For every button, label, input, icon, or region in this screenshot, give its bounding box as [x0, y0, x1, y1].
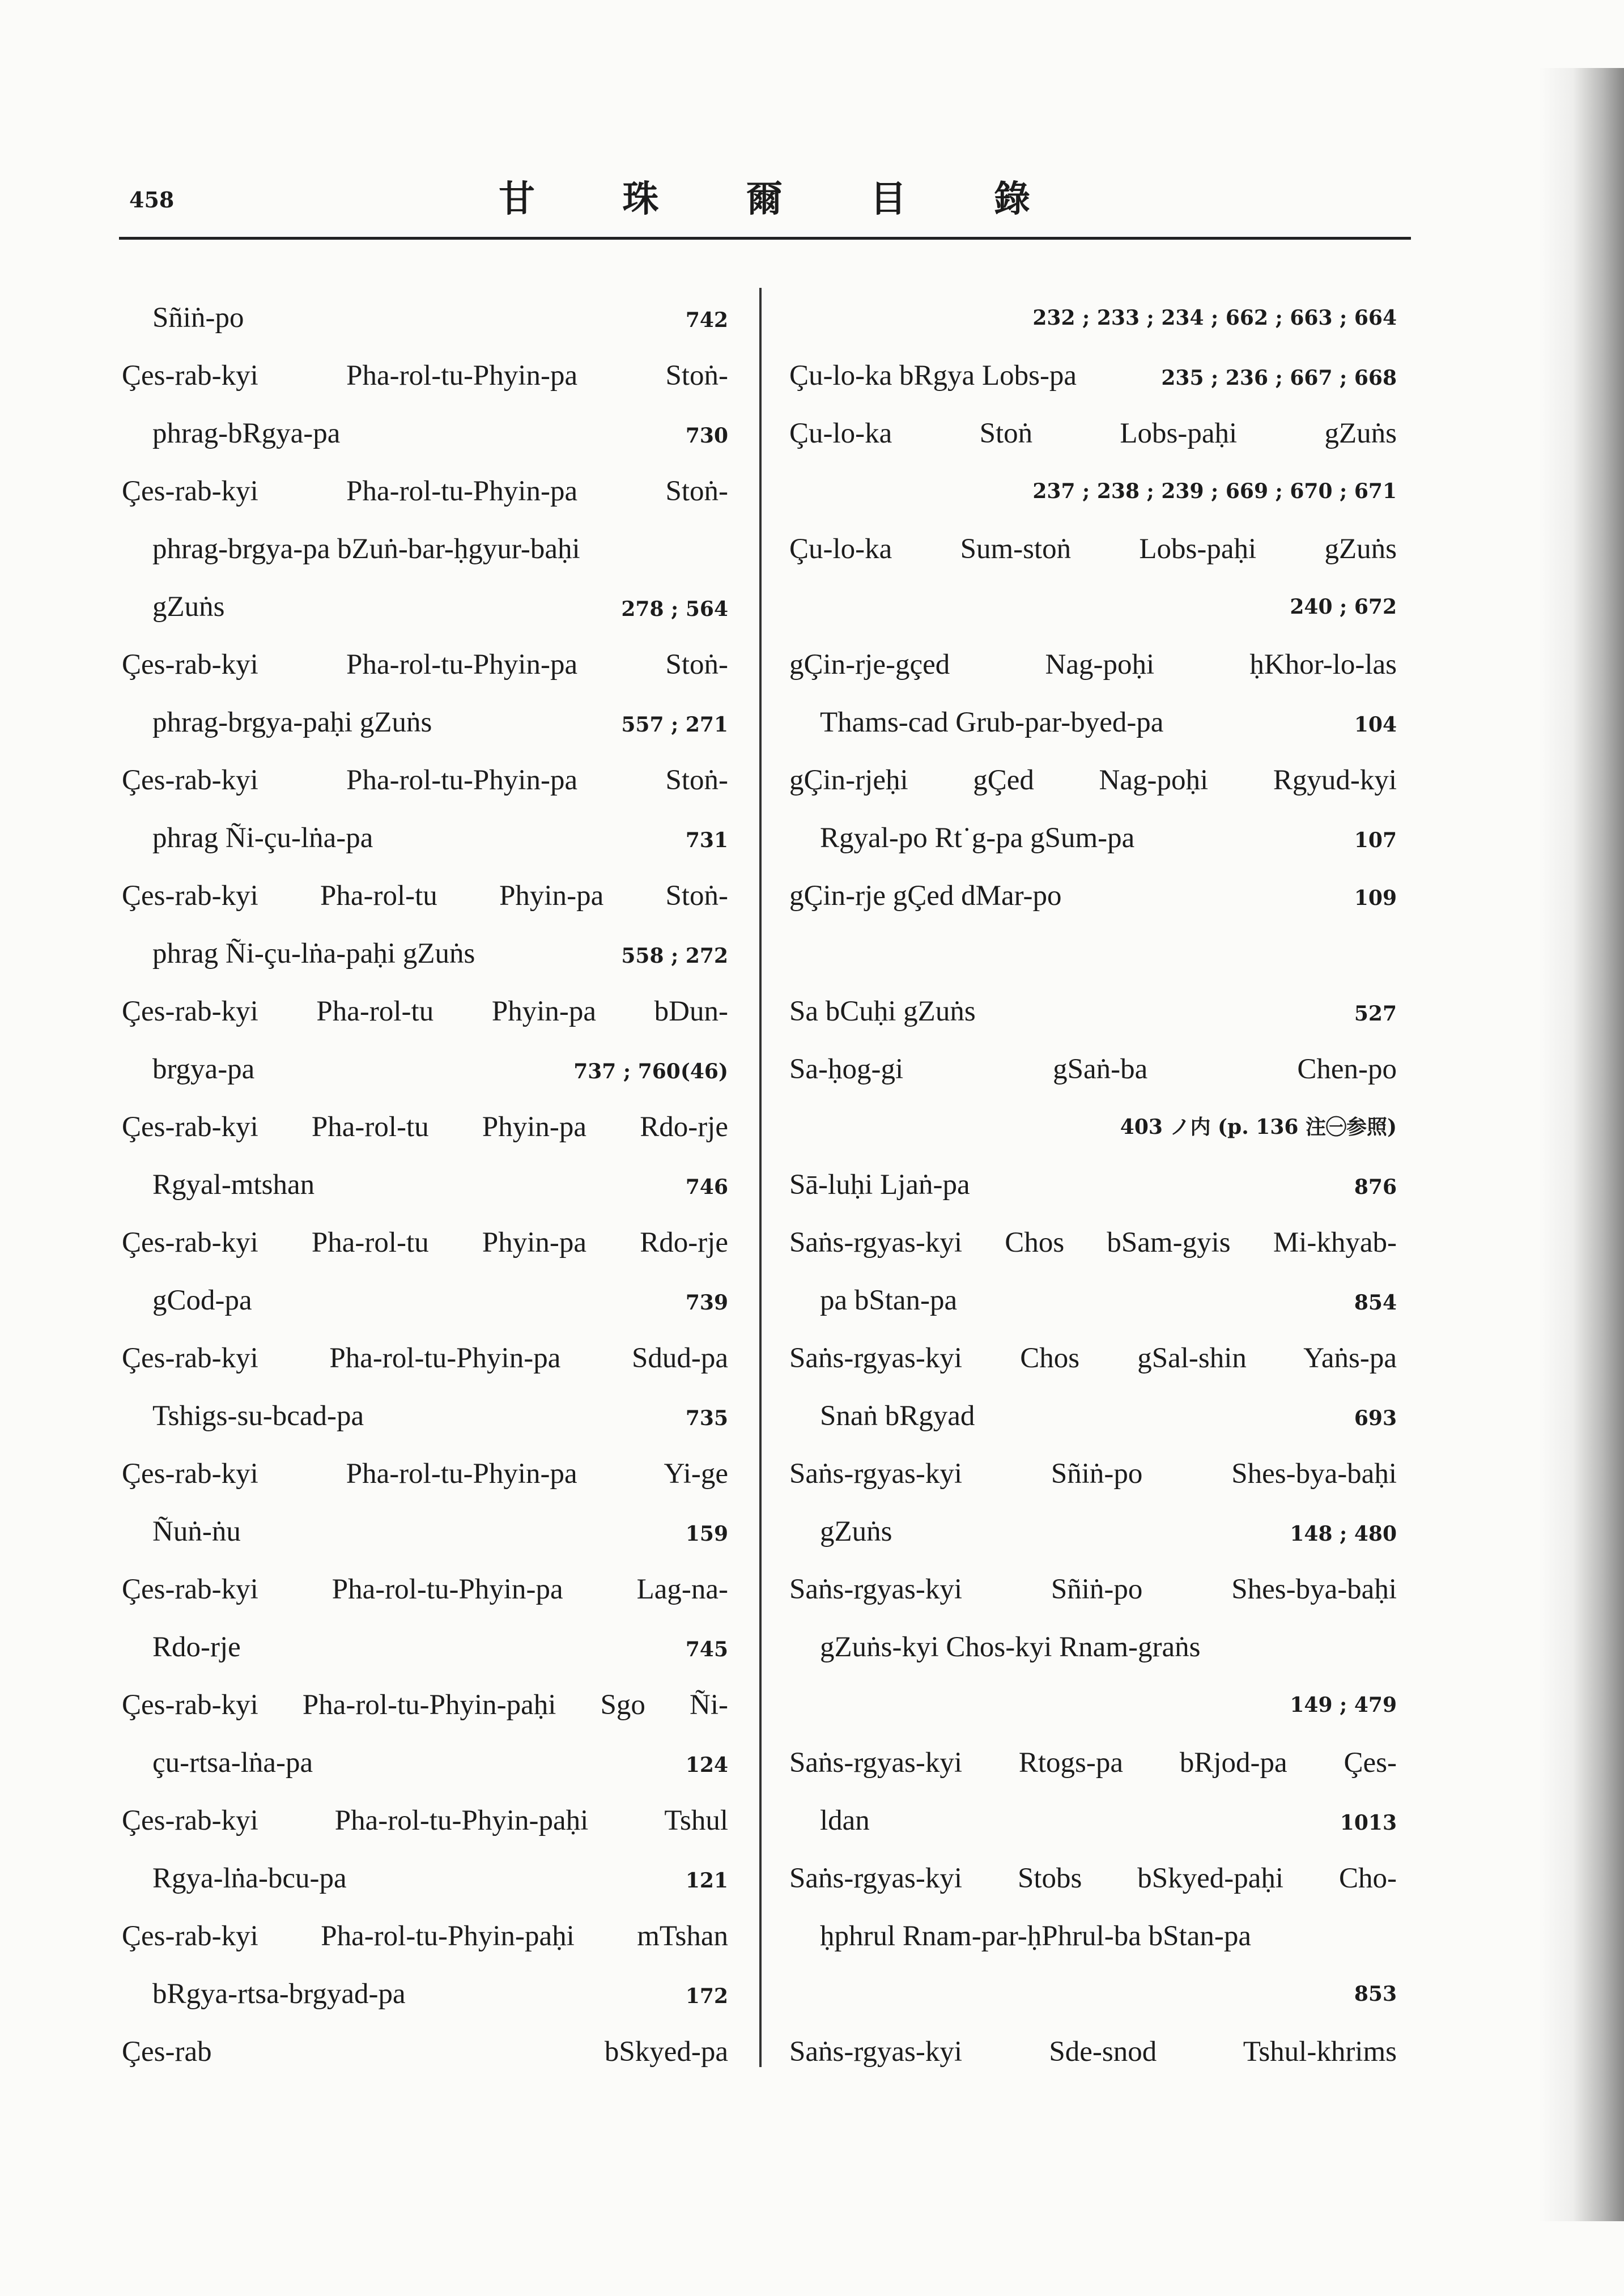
entry-title: Çes-rab-kyi Pha-rol-tu-Phyin-pa Yi-ge: [122, 1458, 728, 1490]
entry-title: Sñiṅ-po: [152, 302, 244, 334]
entry-title: Çes-rab bSkyed-pa: [122, 2036, 728, 2068]
entry-reference-number: 124: [685, 1753, 728, 1777]
index-line: [122, 983, 728, 1040]
entry-title: Çes-rab-kyi Pha-rol-tu-Phyin-paḥi mTshan: [122, 1920, 728, 1952]
entry-reference-number: 159: [685, 1522, 728, 1546]
entry-title: Saṅs-rgyas-kyi Sñiṅ-po Shes-bya-baḥi: [789, 1458, 1397, 1490]
index-line: [789, 2023, 1397, 2081]
title-char: 甘: [499, 178, 536, 220]
entry-title: Çes-rab-kyi Pha-rol-tu-Phyin-paḥi Tshul: [122, 1805, 728, 1836]
index-line: [789, 520, 1397, 578]
index-line: [122, 1329, 728, 1387]
entry-title: Rgya-lṅa-bcu-pa: [152, 1863, 347, 1894]
entry-reference-number: 235 ; 236 ; 667 ; 668: [1161, 366, 1397, 390]
index-line: [122, 867, 728, 925]
title-char: 爾: [746, 178, 784, 220]
index-line: [789, 1214, 1397, 1272]
title-char: 目: [870, 178, 908, 220]
entry-reference-number: 232 ; 233 ; 234 ; 662 ; 663 ; 664: [1032, 306, 1397, 330]
entry-title: gCod-pa: [152, 1285, 252, 1316]
entry-title: Çes-rab-kyi Pha-rol-tu-Phyin-pa Stoṅ-: [122, 360, 728, 392]
index-line: [789, 1561, 1397, 1618]
entry-title: gÇin-rje-gçed Nag-poḥi ḥKhor-lo-las: [789, 649, 1397, 681]
entry-title: gÇin-rjeḥi gÇed Nag-poḥi Rgyud-kyi: [789, 764, 1397, 796]
index-line: [122, 1561, 728, 1618]
left-column: [122, 289, 728, 2081]
entry-title: Çes-rab-kyi Pha-rol-tu-Phyin-pa Lag-na-: [122, 1574, 728, 1605]
index-line: [122, 2023, 728, 2081]
entry-title: Çes-rab-kyi Pha-rol-tu Phyin-pa Rdo-rje: [122, 1227, 728, 1258]
entry-title: brgya-pa: [152, 1053, 255, 1085]
entry-title: Çes-rab-kyi Pha-rol-tu-Phyin-pa Stoṅ-: [122, 764, 728, 796]
index-line: [789, 636, 1397, 694]
entry-title: phrag Ñi-çu-lṅa-pa: [152, 822, 373, 854]
entry-title: phrag-brgya-pa bZuṅ-bar-ḥgyur-baḥi: [152, 533, 580, 565]
index-line: [122, 636, 728, 694]
entry-reference-number: 149 ; 479: [1290, 1693, 1397, 1717]
index-line: [122, 1214, 728, 1272]
right-column: [789, 289, 1397, 2081]
index-line: [789, 578, 1397, 636]
index-line: [122, 1734, 728, 1792]
index-line: [122, 289, 728, 347]
page-number: 458: [129, 187, 175, 212]
entry-title: ḥphrul Rnam-par-ḥPhrul-ba bStan-pa: [820, 1920, 1251, 1952]
index-line: [789, 694, 1397, 751]
index-line: [122, 462, 728, 520]
index-line: [789, 1965, 1397, 2023]
index-line: [789, 925, 1397, 983]
entry-title: Tshigs-su-bcad-pa: [152, 1400, 364, 1432]
entry-title: Rdo-rje: [152, 1631, 241, 1663]
index-line: [789, 1098, 1397, 1156]
entry-reference-number: 853: [1354, 1982, 1397, 2006]
index-line: [122, 1503, 728, 1561]
entry-title: gZuṅs: [152, 591, 225, 623]
index-line: [122, 1272, 728, 1329]
index-line: [789, 1503, 1397, 1561]
header-rule: [119, 237, 1411, 240]
index-line: [122, 1156, 728, 1214]
entry-title: Ñuṅ-ṅu: [152, 1516, 241, 1547]
entry-title: bRgya-rtsa-brgyad-pa: [152, 1978, 406, 2010]
entry-title: phrag-bRgya-pa: [152, 418, 341, 449]
entry-reference-number: 237 ; 238 ; 239 ; 669 ; 670 ; 671: [1032, 479, 1397, 503]
entry-title: gÇin-rje gÇed dMar-po: [789, 880, 1062, 912]
index-line: [122, 1040, 728, 1098]
entry-title: Sa bCuḥi gZuṅs: [789, 996, 976, 1027]
title-char: 珠: [622, 178, 660, 220]
index-line: [789, 289, 1397, 347]
entry-title: Çes-rab-kyi Pha-rol-tu Phyin-pa Stoṅ-: [122, 880, 728, 912]
entry-reference-number: 876: [1354, 1175, 1397, 1199]
index-line: [789, 983, 1397, 1040]
entry-reference-number: 403 ノ内 (p. 136 注㊀参照): [1120, 1115, 1397, 1139]
entry-reference-number: 558 ; 272: [621, 944, 728, 968]
index-line: [789, 1445, 1397, 1503]
entry-title: gZuṅs: [820, 1516, 892, 1547]
entry-reference-number: 109: [1354, 886, 1397, 910]
index-line: [789, 1849, 1397, 1907]
entry-title: Saṅs-rgyas-kyi Chos gSal-shin Yaṅs-pa: [789, 1342, 1397, 1374]
index-line: [122, 1907, 728, 1965]
entry-title: Saṅs-rgyas-kyi Chos bSam-gyis Mi-khyab-: [789, 1227, 1397, 1258]
index-line: [122, 809, 728, 867]
entry-reference-number: 742: [685, 308, 728, 332]
index-line: [789, 751, 1397, 809]
index-line: [789, 809, 1397, 867]
entry-reference-number: 172: [685, 1984, 728, 2008]
index-line: [122, 1445, 728, 1503]
index-line: [122, 347, 728, 405]
entry-title: Çu-lo-ka Stoṅ Lobs-paḥi gZuṅs: [789, 418, 1397, 449]
entry-title: Çes-rab-kyi Pha-rol-tu-Phyin-paḥi Sgo Ñi-: [122, 1689, 728, 1721]
entry-reference-number: 527: [1354, 1002, 1397, 1026]
entry-reference-number: 746: [685, 1175, 728, 1199]
entry-title: Çes-rab-kyi Pha-rol-tu Phyin-pa bDun-: [122, 996, 728, 1027]
index-line: [122, 405, 728, 462]
entry-title: pa bStan-pa: [820, 1285, 958, 1316]
entry-title: Saṅs-rgyas-kyi Sñiṅ-po Shes-bya-baḥi: [789, 1574, 1397, 1605]
entry-reference-number: 739: [685, 1291, 728, 1315]
entry-title: gZuṅs-kyi Chos-kyi Rnam-graṅs: [820, 1631, 1201, 1663]
entry-title: phrag-brgya-paḥi gZuṅs: [152, 707, 432, 738]
entry-reference-number: 557 ; 271: [621, 713, 728, 737]
index-line: [789, 1387, 1397, 1445]
index-line: [789, 462, 1397, 520]
entry-reference-number: 240 ; 672: [1290, 595, 1397, 619]
entry-title: Rgyal-mtshan: [152, 1169, 315, 1201]
index-line: [122, 1849, 728, 1907]
entry-reference-number: 104: [1354, 713, 1397, 737]
entry-title: ldan: [820, 1805, 870, 1836]
index-line: [789, 1618, 1397, 1676]
title-char: 錄: [994, 178, 1031, 220]
entry-reference-number: 693: [1354, 1406, 1397, 1430]
entry-title: Çu-lo-ka Sum-stoṅ Lobs-paḥi gZuṅs: [789, 533, 1397, 565]
entry-title: Sā-luḥi Ljaṅ-pa: [789, 1169, 970, 1201]
entry-title: Çes-rab-kyi Pha-rol-tu-Phyin-pa Stoṅ-: [122, 649, 728, 681]
index-line: [122, 1676, 728, 1734]
entry-reference-number: 107: [1354, 828, 1397, 852]
column-divider: [759, 288, 762, 2067]
entry-reference-number: 731: [685, 828, 728, 852]
entry-title: Çu-lo-ka bRgya Lobs-pa: [789, 360, 1077, 392]
index-line: [789, 1329, 1397, 1387]
entry-reference-number: 854: [1354, 1291, 1397, 1315]
index-line: [789, 405, 1397, 462]
entry-reference-number: 148 ; 480: [1290, 1522, 1397, 1546]
scan-edge-shadow: [1539, 68, 1624, 2221]
entry-reference-number: 1013: [1340, 1811, 1397, 1835]
index-line: [789, 867, 1397, 925]
index-line: [789, 1734, 1397, 1792]
index-line: [122, 1965, 728, 2023]
entry-title: Çes-rab-kyi Pha-rol-tu Phyin-pa Rdo-rje: [122, 1111, 728, 1143]
entry-title: Rgyal-po Rt˙g-pa gSum-pa: [820, 822, 1135, 854]
index-line: [789, 1040, 1397, 1098]
index-line: [789, 1272, 1397, 1329]
entry-title: Çes-rab-kyi Pha-rol-tu-Phyin-pa Stoṅ-: [122, 475, 728, 507]
index-line: [122, 1618, 728, 1676]
index-line: [789, 1676, 1397, 1734]
entry-title: phrag Ñi-çu-lṅa-paḥi gZuṅs: [152, 938, 475, 970]
index-line: [122, 925, 728, 983]
index-line: [122, 751, 728, 809]
index-line: [789, 1907, 1397, 1965]
index-line: [122, 694, 728, 751]
entry-title: Çes-rab-kyi Pha-rol-tu-Phyin-pa Sdud-pa: [122, 1342, 728, 1374]
running-title: [499, 170, 1031, 222]
entry-title: Saṅs-rgyas-kyi Stobs bSkyed-paḥi Cho-: [789, 1863, 1397, 1894]
index-line: [122, 1098, 728, 1156]
entry-title: Thams-cad Grub-par-byed-pa: [820, 707, 1164, 738]
entry-reference-number: 745: [685, 1638, 728, 1661]
index-line: [789, 1156, 1397, 1214]
index-line: [122, 520, 728, 578]
index-line: [789, 1792, 1397, 1849]
entry-title: çu-rtsa-lṅa-pa: [152, 1747, 313, 1779]
entry-title: Snaṅ bRgyad: [820, 1400, 975, 1432]
entry-reference-number: 730: [685, 424, 728, 448]
index-line: [122, 578, 728, 636]
entry-reference-number: 278 ; 564: [621, 597, 728, 621]
entry-title: Saṅs-rgyas-kyi Rtogs-pa bRjod-pa Çes-: [789, 1747, 1397, 1779]
entry-title: Saṅs-rgyas-kyi Sde-snod Tshul-khrims: [789, 2036, 1397, 2068]
entry-title: Sa-ḥog-gi gSaṅ-ba Chen-po: [789, 1053, 1397, 1085]
index-line: [789, 347, 1397, 405]
index-line: [122, 1792, 728, 1849]
entry-reference-number: 735: [685, 1406, 728, 1430]
entry-reference-number: 737 ; 760(46): [573, 1060, 728, 1083]
index-line: [122, 1387, 728, 1445]
entry-reference-number: 121: [685, 1869, 728, 1893]
